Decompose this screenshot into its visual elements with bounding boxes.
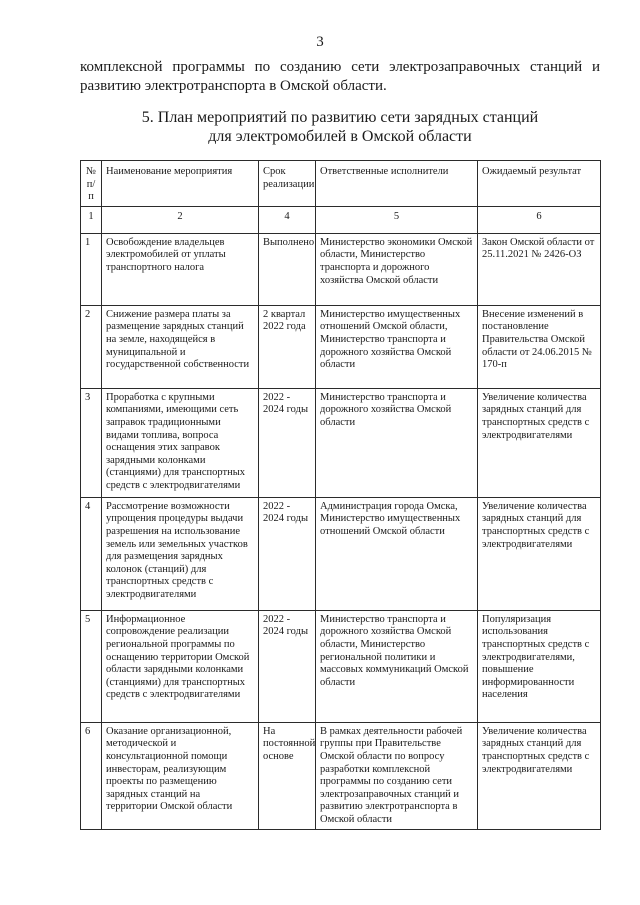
index-cell: 6: [478, 206, 601, 233]
index-cell: 5: [316, 206, 478, 233]
table-index-row: [81, 206, 601, 233]
section-title-line-1: 5. План мероприятий по развитию сети зарядных станций: [141, 109, 539, 126]
row-name: Рассмотрение возможности упрощения процедуры выдачи разрешения на использование земель или земельных участков для размещения зарядных колонок (станций) для транспортных средств с электродвигателями: [102, 497, 259, 610]
row-term: 2 квартал 2022 года: [259, 305, 316, 388]
row-result: Внесение изменений в постановление Правительства Омской области от 24.06.2015 № 170-п: [478, 305, 601, 388]
header-responsible: Ответственные исполнители: [316, 161, 478, 207]
table-header-row: [81, 161, 601, 207]
row-name: Проработка с крупными компаниями, имеющими сеть заправок традиционными видами топлива, вопроса оснащения этих заправок зарядными колонками (станциями) для транспортных средств с электродвигателями: [102, 388, 259, 497]
row-name: Снижение размера платы за размещение зарядных станций на земле, находящейся в муниципальной и государственной собственности: [102, 305, 259, 388]
index-cell: 2: [102, 206, 259, 233]
row-number: 4: [81, 497, 102, 610]
page-number: 3: [316, 34, 324, 50]
row-result: Увеличение количества зарядных станций для транспортных средств с электродвигателями: [478, 388, 601, 497]
header-result: Ожидаемый результат: [478, 161, 601, 207]
table-row: [81, 233, 601, 305]
row-result: Закон Омской области от 25.11.2021 № 2426-ОЗ: [478, 233, 601, 305]
intro-paragraph: [80, 58, 600, 96]
row-term: На постоянной основе: [259, 722, 316, 829]
table-row: [81, 722, 601, 829]
row-term: 2022 - 2024 годы: [259, 497, 316, 610]
index-cell: 4: [259, 206, 316, 233]
header-term: Срок реализации: [259, 161, 316, 207]
row-result: Популяризация использования транспортных средств с электродвигателями, повышение информированности населения: [478, 610, 601, 722]
measures-table: [80, 160, 601, 830]
intro-line-1: комплексной программы по созданию сети электрозаправочных станций и: [80, 59, 600, 75]
row-responsible: Министерство транспорта и дорожного хозяйства Омской области: [316, 388, 478, 497]
row-number: 1: [81, 233, 102, 305]
header-number: № п/п: [81, 161, 102, 207]
row-name: Освобождение владельцев электромобилей от уплаты транспортного налога: [102, 233, 259, 305]
row-responsible: В рамках деятельности рабочей группы при Правительстве Омской области по вопросу разработки комплексной программы по созданию сети электрозаправочных станций и развитию электротранспорта в Омской области: [316, 722, 478, 829]
section-title-line-2: для электромобилей в Омской области: [208, 128, 472, 145]
row-number: 3: [81, 388, 102, 497]
row-responsible: Администрация города Омска, Министерство имущественных отношений Омской области: [316, 497, 478, 610]
row-responsible: Министерство имущественных отношений Омской области, Министерство транспорта и дорожного хозяйства Омской области: [316, 305, 478, 388]
header-name: Наименование мероприятия: [102, 161, 259, 207]
row-number: 5: [81, 610, 102, 722]
row-result: Увеличение количества зарядных станций для транспортных средств с электродвигателями: [478, 497, 601, 610]
row-number: 2: [81, 305, 102, 388]
row-term: Выполнено: [259, 233, 316, 305]
row-responsible: Министерство экономики Омской области, Министерство транспорта и дорожного хозяйства Омской области: [316, 233, 478, 305]
table-row: [81, 305, 601, 388]
row-name: Информационное сопровождение реализации региональной программы по оснащению территории Омской области зарядными колонками (станциями) для транспортных средств с электродвигателями: [102, 610, 259, 722]
intro-line-2: развитию электротранспорта в Омской области.: [80, 78, 387, 94]
row-name: Оказание организационной, методической и консультационной помощи инвесторам, реализующим проекты по размещению зарядных станций на территории Омской области: [102, 722, 259, 829]
table-row: [81, 610, 601, 722]
table-row: [81, 497, 601, 610]
row-responsible: Министерство транспорта и дорожного хозяйства Омской области, Министерство региональной политики и массовых коммуникаций Омской области: [316, 610, 478, 722]
row-term: 2022 - 2024 годы: [259, 610, 316, 722]
row-result: Увеличение количества зарядных станций для транспортных средств с электродвигателями: [478, 722, 601, 829]
section-title: [80, 108, 600, 146]
index-cell: 1: [81, 206, 102, 233]
table-row: [81, 388, 601, 497]
row-number: 6: [81, 722, 102, 829]
row-term: 2022 - 2024 годы: [259, 388, 316, 497]
